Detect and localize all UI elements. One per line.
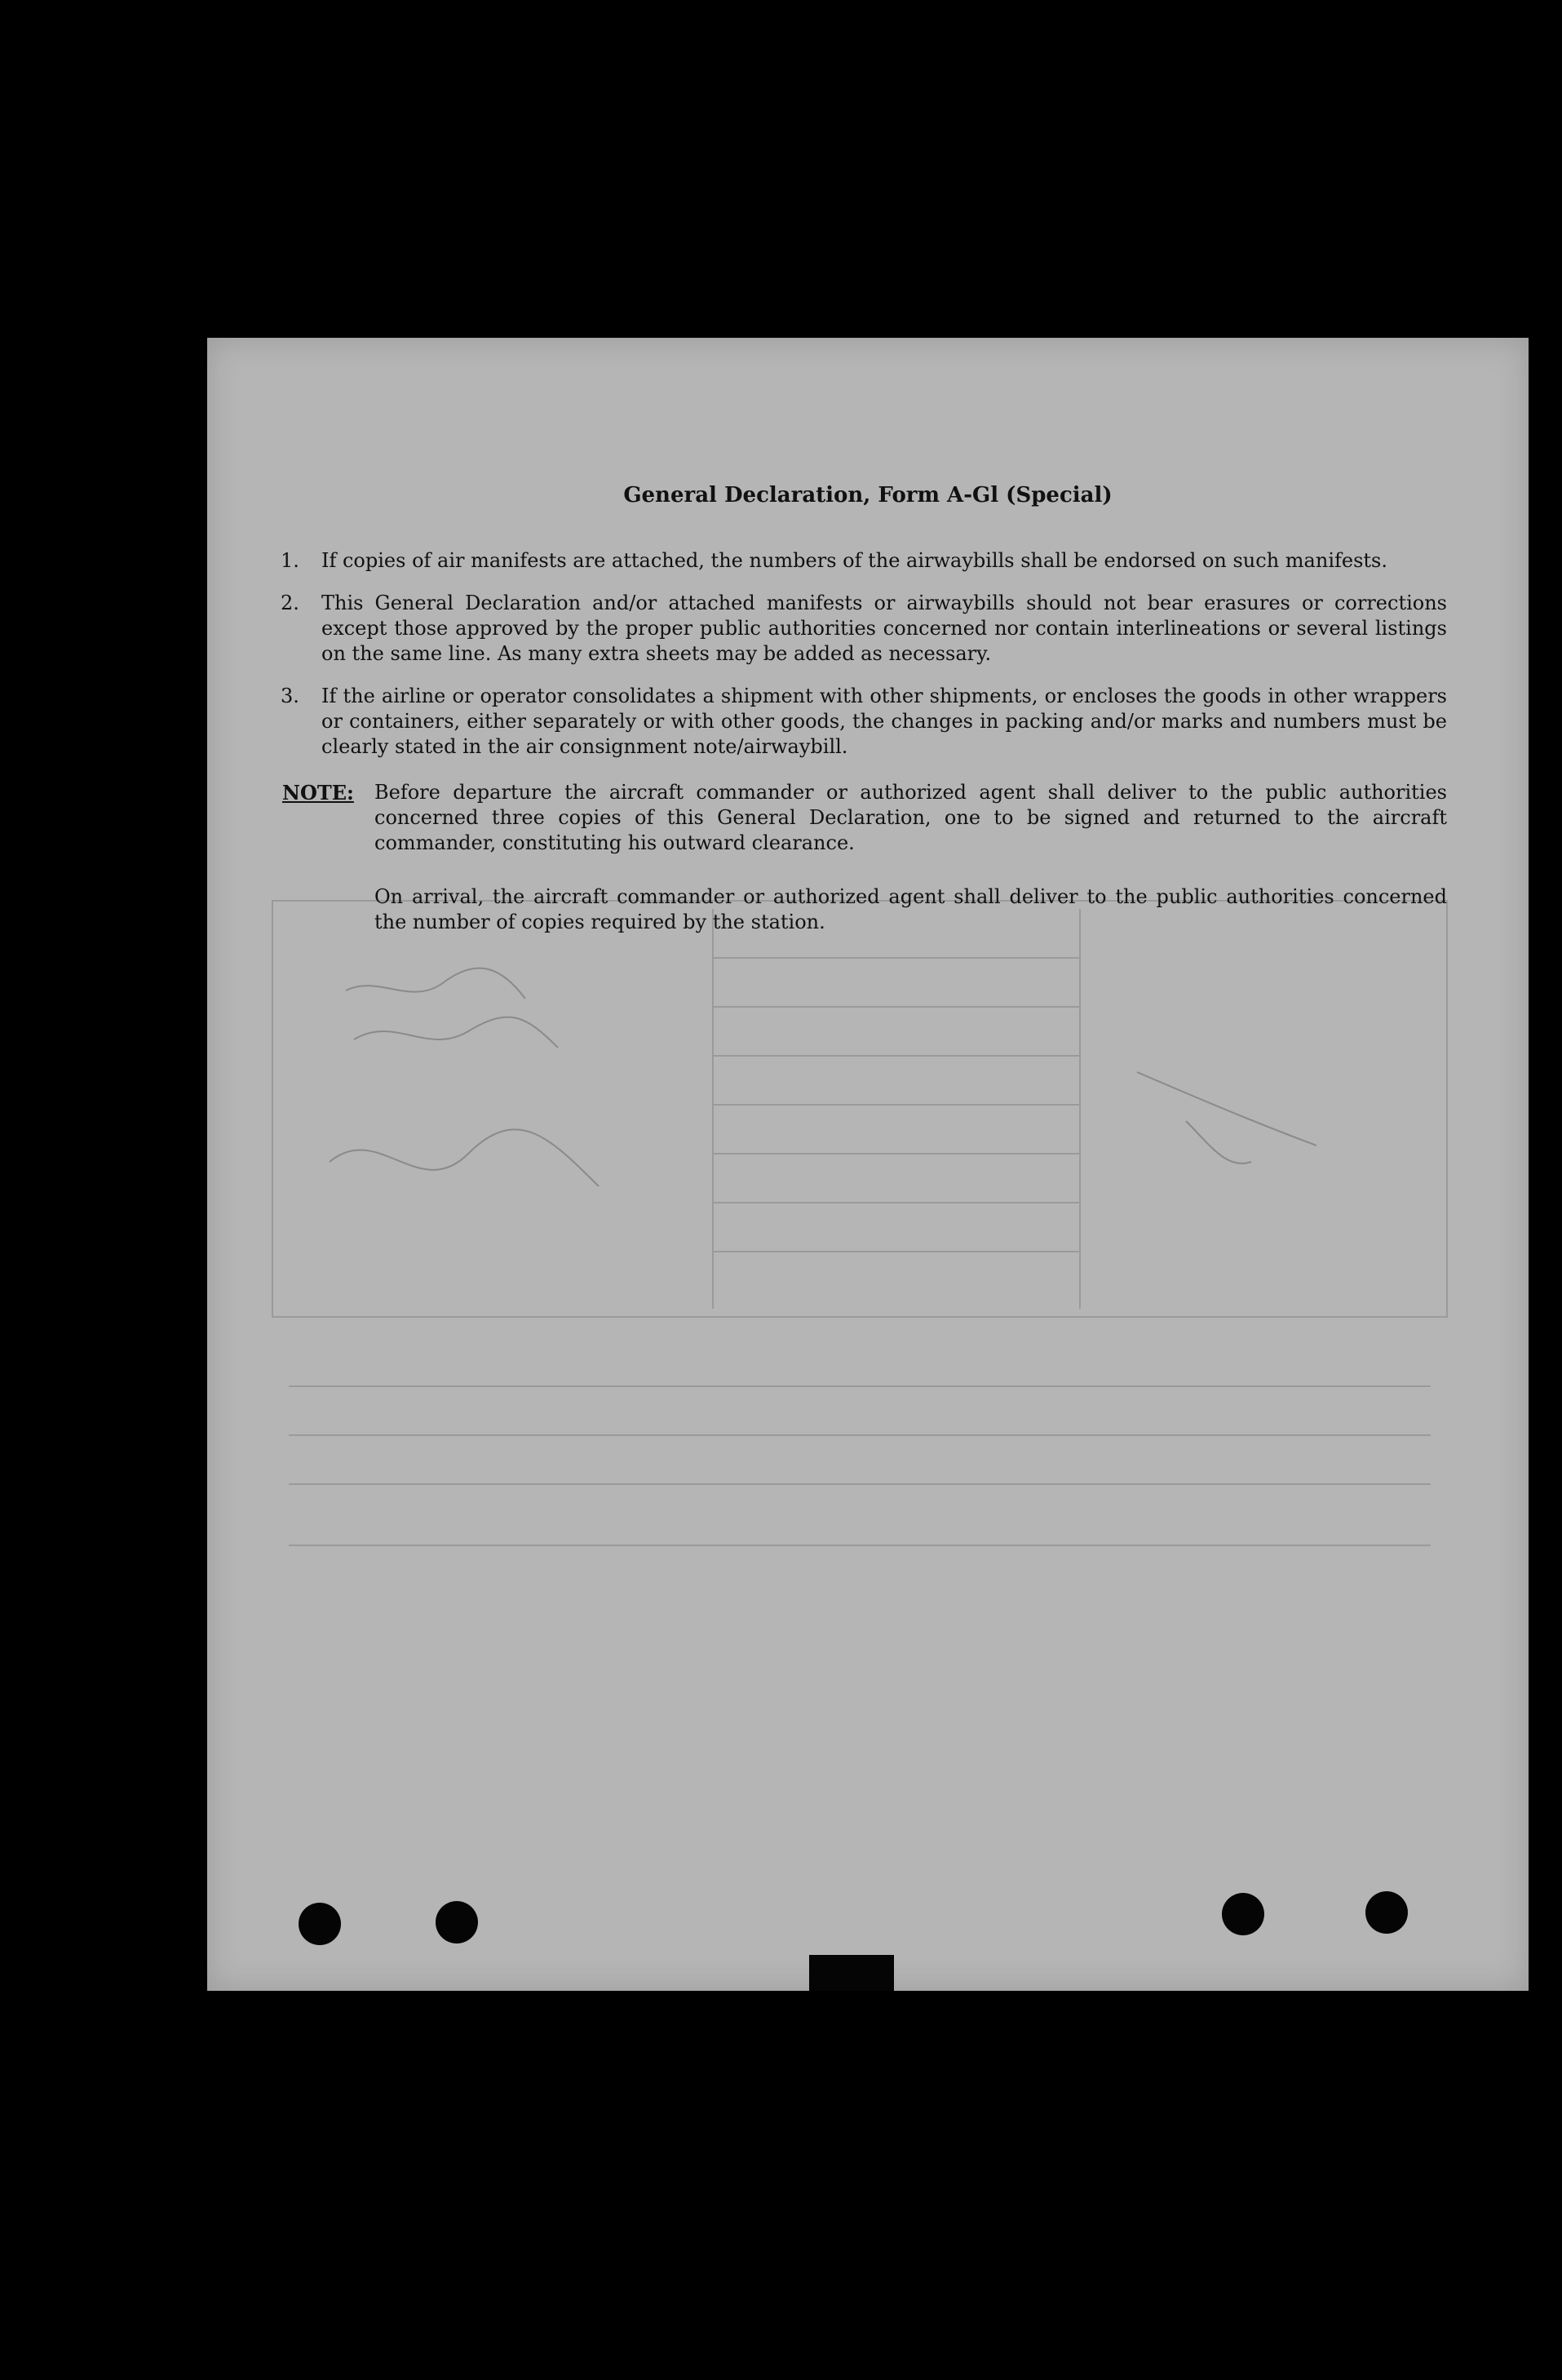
punch-hole [1222,1893,1264,1935]
punch-hole [299,1903,341,1945]
item-text: This General Declaration and/or attached manifests or airwaybills should not bear erasures or corrections except those approved by the proper public authorities concerned nor contain interlineations or several listings on the same line. As many extra sheets may be added as necessary. [321,592,1447,665]
item-number: 1. [281,549,299,572]
page-title: General Declaration, Form A-Gl (Special) [623,483,1113,507]
item-number: 2. [281,592,299,614]
bleed-through-marks [256,338,1480,1991]
item-text: If the airline or operator consolidates a shipment with other shipments, or encloses the goods in other wrappers or containers, either separately or with other goods, the changes in packing and/or marks and numbers must be clearly stated in the air consignment note/airwaybill. [321,685,1447,758]
document-page [207,338,1529,1991]
note-paragraph: Before departure the aircraft commander or authorized agent shall deliver to the public authorities concerned three copies of this General Declaration, one to be signed and returned to the aircraft commander, constituting his outward clearance. [374,781,1447,854]
list-item [281,548,1447,574]
binding-tab [809,1955,894,1991]
punch-hole [1365,1891,1408,1934]
punch-hole [436,1901,478,1943]
list-item [281,591,1447,667]
list-item [281,684,1447,760]
item-text: If copies of air manifests are attached, the numbers of the airwaybills shall be endorsed on such manifests. [321,549,1387,572]
item-number: 3. [281,685,299,707]
note-label: NOTE: [282,781,354,804]
note-paragraph: On arrival, the aircraft commander or authorized agent shall deliver to the public authorities concerned the number of copies required by the station. [374,885,1447,933]
